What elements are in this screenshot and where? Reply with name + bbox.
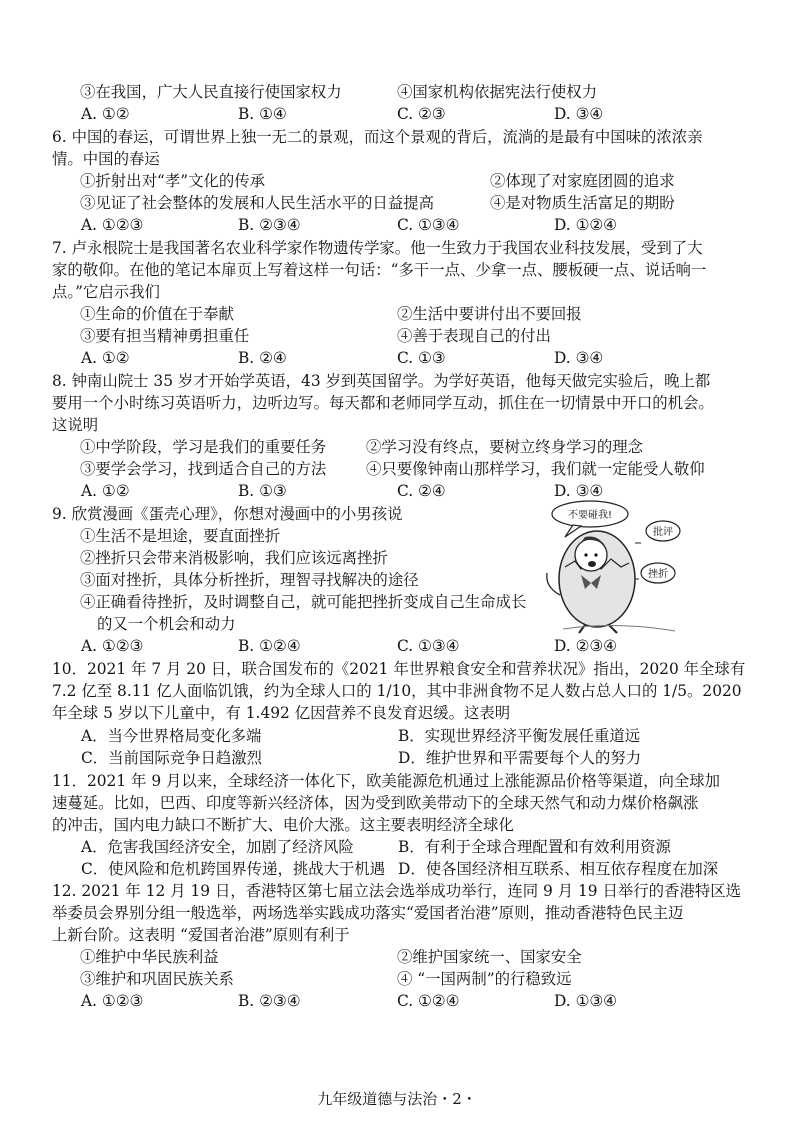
- q8-item-1: ①中学阶段，学习是我们的重要任务: [80, 438, 327, 456]
- q9-item-3: ③面对挫折，具体分析挫折，理智寻找解决的途径: [80, 571, 419, 589]
- q6-option-d: D. ①②④: [554, 216, 617, 234]
- q7-option-c: C. ①③: [397, 349, 446, 367]
- q6-item-2: ②体现了对家庭团圆的追求: [490, 172, 675, 190]
- q12-option-b: B. ②③④: [238, 992, 301, 1010]
- boy-arm: [547, 573, 560, 595]
- q7-item-1: ①生命的价值在于奉献: [80, 305, 234, 323]
- q8-option-b: B. ①③: [238, 482, 287, 500]
- q9-item-2: ②挫折只会带来消极影响，我们应该远离挫折: [80, 549, 388, 567]
- q8-option-a: A. ①②: [81, 482, 130, 500]
- q12-stem-line-2: 举委员会界别分组一般选举，两场选举实践成功落实“爱国者治港”原则，推动香港特色民主迈: [52, 904, 684, 922]
- setback-label: 挫折: [648, 569, 668, 580]
- q11-option-c: C．使风险和危机跨国界传递，挑战大于机遇: [81, 860, 386, 878]
- q12-item-4: ④ “一国两制”的行稳致远: [397, 970, 572, 988]
- page-footer: 九年级道德与法治・2・: [317, 1090, 477, 1108]
- q10-stem-line-2: 7.2 亿至 8.11 亿人面临饥饿，约为全球人口的 1/10，其中非洲食物不足人数占总人口的 1/5。2020: [52, 682, 742, 700]
- ground-line: [563, 625, 675, 631]
- q8-item-4: ④只要像钟南山那样学习，我们就一定能受人敬仰: [366, 460, 705, 478]
- q11-stem-line-2: 速蔓延。比如，巴西、印度等新兴经济体，因为受到欧美带动下的全球天然气和动力煤价格飙涨: [52, 794, 699, 812]
- q8-option-d: D. ③④: [554, 482, 604, 500]
- q12-item-1: ①维护中华民族利益: [80, 948, 219, 966]
- q6-item-1: ①折射出对“孝”文化的传承: [80, 172, 266, 190]
- q12-option-d: D. ①③④: [554, 992, 617, 1010]
- q11-option-a: A．危害我国经济安全，加剧了经济风险: [81, 838, 354, 856]
- q8-stem-line-2: 要用一个小时练习英语听力，边听边写。每天都和老师同学互动，抓住在一切情景中开口的机会。: [52, 394, 714, 412]
- q7-stem-line-2: 家的敬仰。在他的笔记本扉页上写着这样一句话：“多干一点、少拿一点、腰板硬一点、说话响一: [52, 261, 707, 279]
- criticism-label: 批评: [653, 527, 673, 538]
- q7-stem-line-3: 点。”它启示我们: [52, 283, 160, 301]
- q8-option-c: C. ②④: [397, 482, 446, 500]
- q9-item-4-line-1: ④正确看待挫折，及时调整自己，就可能把挫折变成自己生命成长: [80, 593, 527, 611]
- q12-stem-line-3: 上新台阶。这表明 “爱国者治港”原则有利于: [52, 926, 350, 944]
- q8-stem-line-1: 8. 钟南山院士 35 岁才开始学英语，43 岁到英国留学。为学好英语，他每天做完实验后，晚上都: [52, 372, 711, 390]
- q10-option-d: D．维护世界和平需要每个人的努力: [398, 749, 642, 767]
- motion-lines: [635, 543, 641, 579]
- q10-option-b: B．实现世界经济平衡发展任重道远: [398, 727, 641, 745]
- boy-eye-left: [584, 553, 587, 556]
- speech-bubble-tail: [565, 525, 581, 537]
- q10-stem-line-3: 年全球 5 岁以下儿童中，有 1.492 亿因营养不良发育迟缓。这表明: [52, 704, 511, 722]
- q6-item-4: ④是对物质生活富足的期盼: [490, 194, 675, 212]
- q8-item-3: ③要学会学习，找到适合自己的方法: [80, 460, 327, 478]
- q12-item-2: ②维护国家统一、国家安全: [397, 948, 582, 966]
- q10-option-a: A．当今世界格局变化多端: [81, 727, 262, 745]
- q9-item-4-line-2: 的又一个机会和动力: [97, 615, 236, 633]
- q6-stem-line-1: 6. 中国的春运，可谓世界上独一无二的景观，而这个景观的背后，流淌的是最有中国味的浓浓亲: [52, 128, 703, 146]
- q9-item-1: ①生活不是坦途，要直面挫折: [80, 527, 281, 545]
- q12-stem-line-1: 12. 2021 年 12 月 19 日，香港特区第七届立法会选举成功举行，连同 9 月 19 日举行的香港特区选: [52, 882, 742, 900]
- q6-item-3: ③见证了社会整体的发展和人民生活水平的日益提高: [80, 194, 434, 212]
- q9-stem: 9. 欣赏漫画《蛋壳心理》，你想对漫画中的小男孩说: [52, 505, 403, 523]
- q12-option-a: A. ①②③: [81, 992, 144, 1010]
- eggshell-cartoon-illustration: [535, 497, 695, 635]
- q6-option-a: A. ①②③: [81, 216, 144, 234]
- q12-item-3: ③维护和巩固民族关系: [80, 970, 234, 988]
- q5-item-3: ③在我国，广大人民直接行使国家权力: [80, 83, 342, 101]
- q7-option-d: D. ③④: [554, 349, 604, 367]
- q7-option-b: B. ②④: [238, 349, 287, 367]
- q11-stem-line-3: 的冲击，国内电力缺口不断扩大、电价大涨。这主要表明经济全球化: [52, 816, 514, 834]
- q9-option-b: B. ①②④: [238, 637, 301, 655]
- q10-option-c: C．当前国际竞争日趋激烈: [81, 749, 263, 767]
- q9-option-d: D. ②③④: [554, 637, 617, 655]
- q5-item-4: ④国家机构依据宪法行使权力: [397, 83, 598, 101]
- q5-option-c: C. ②③: [397, 105, 446, 123]
- q10-stem-line-1: 10．2021 年 7 月 20 日，联合国发布的《2021 年世界粮食安全和营养状况》指出，2020 年全球有: [52, 660, 746, 678]
- q11-stem-line-1: 11．2021 年 9 月以来，全球经济一体化下，欧美能源危机通过上涨能源品价格等渠道，向全球加: [52, 772, 721, 790]
- q7-item-3: ③要有担当精神勇担重任: [80, 327, 250, 345]
- q6-option-c: C. ①③④: [397, 216, 460, 234]
- q11-option-d: D．使各国经济相互联系、相互依存程度在加深: [398, 860, 719, 878]
- q7-item-4: ④善于表现自己的付出: [397, 327, 551, 345]
- q5-option-d: D. ③④: [554, 105, 604, 123]
- q12-option-c: C. ①②④: [397, 992, 460, 1010]
- q6-stem-line-2: 情。中国的春运: [52, 150, 160, 168]
- q9-option-a: A. ①②③: [81, 637, 144, 655]
- q8-item-2: ②学习没有终点，要树立终身学习的理念: [366, 438, 644, 456]
- q5-option-a: A. ①②: [81, 105, 130, 123]
- speech-bubble-text: 不要碰我!: [567, 510, 613, 521]
- boy-mouth: [588, 561, 596, 567]
- q6-option-b: B. ②③④: [238, 216, 301, 234]
- boy-eye-right: [594, 553, 597, 556]
- q11-option-b: B．有利于全球合理配置和有效利用资源: [398, 838, 671, 856]
- q8-stem-line-3: 这说明: [52, 416, 99, 434]
- q7-option-a: A. ①②: [81, 349, 130, 367]
- q7-item-2: ②生活中要讲付出不要回报: [397, 305, 582, 323]
- q7-stem-line-1: 7. 卢永根院士是我国著名农业科学家作物遗传学家。他一生致力于我国农业科技发展，受到了大: [52, 239, 703, 257]
- q5-option-b: B. ①④: [238, 105, 287, 123]
- q9-option-c: C. ①③④: [397, 637, 460, 655]
